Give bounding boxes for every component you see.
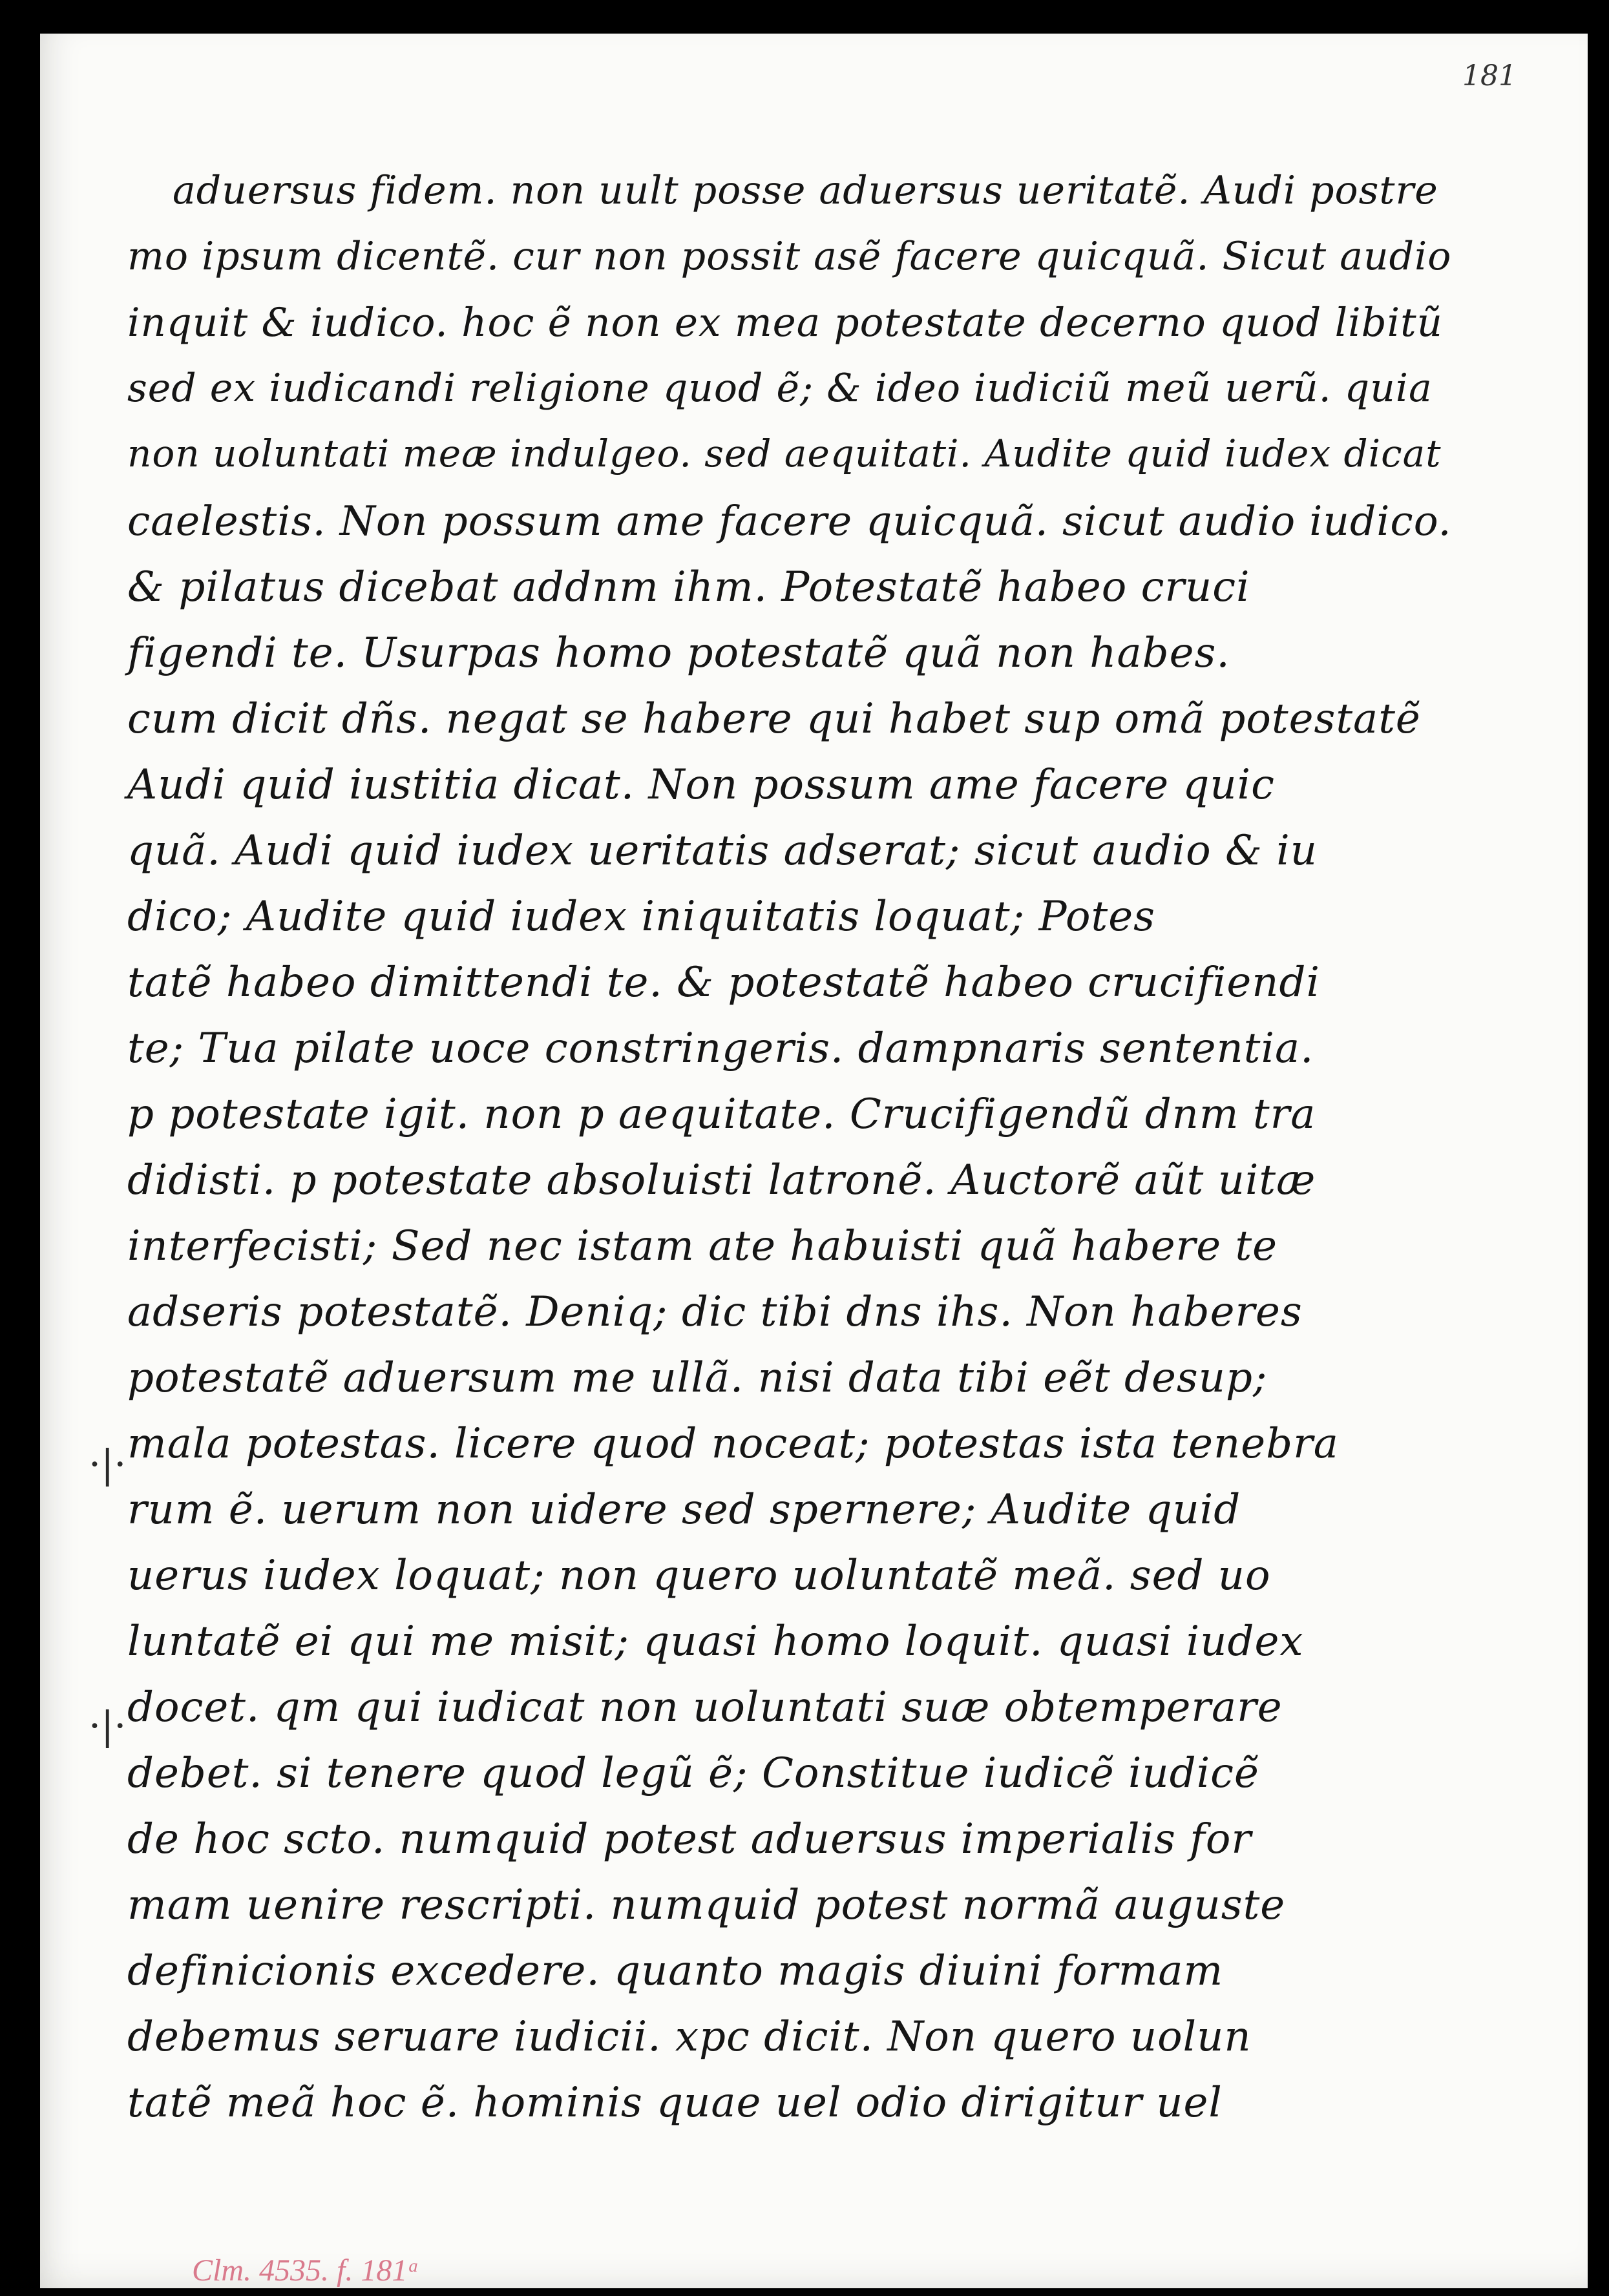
text-line: caelestis. Non possum ame facere quicquã. sicut audio iudico.: [127, 497, 1452, 545]
text-line: debet. si tenere quod legũ ẽ; Constitue iudicẽ iudicẽ: [127, 1749, 1259, 1797]
margin-mark: ·|·: [89, 1704, 127, 1749]
text-line: definicionis excedere. quanto magis diuini formam: [127, 1947, 1224, 1995]
text-line: mam uenire rescripti. numquid potest normã auguste: [127, 1881, 1286, 1929]
text-line: uerus iudex loquat; non quero uoluntatẽ meã. sed uo: [127, 1552, 1271, 1600]
text-line: mo ipsum dicentẽ. cur non possit asẽ facere quicquã. Sicut audio: [127, 234, 1452, 279]
manuscript-text: [127, 168, 1452, 2171]
text-line: non uoluntati meæ indulgeo. sed aequitati. Audite quid iudex dicat: [127, 432, 1442, 475]
text-line: de hoc scto. numquid potest aduersus imperialis for: [127, 1815, 1252, 1863]
text-line: adseris potestatẽ. Deniq; dic tibi dns ihs. Non haberes: [127, 1288, 1303, 1336]
text-line: tatẽ meã hoc ẽ. hominis quae uel odio dirigitur uel: [127, 2079, 1223, 2127]
shelfmark-stamp: Clm. 4535. f. 181ᵃ: [192, 2253, 420, 2288]
text-line: aduersus fidem. non uult posse aduersus ueritatẽ. Audi postre: [173, 168, 1438, 213]
text-line: inquit & iudico. hoc ẽ non ex mea potestate decerno quod libitũ: [127, 300, 1443, 346]
text-line: luntatẽ ei qui me misit; quasi homo loquit. quasi iudex: [127, 1618, 1304, 1665]
text-line: tatẽ habeo dimittendi te. & potestatẽ habeo crucifiendi: [127, 959, 1320, 1007]
text-line: interfecisti; Sed nec istam ate habuisti quã habere te: [127, 1222, 1278, 1270]
margin-mark: ·|·: [89, 1442, 127, 1487]
text-line: docet. qm qui iudicat non uoluntati suæ obtemperare: [127, 1684, 1283, 1731]
text-line: & pilatus dicebat addnm ihm. Potestatẽ habeo cruci: [127, 563, 1250, 611]
text-line: rum ẽ. uerum non uidere sed spernere; Audite quid: [127, 1486, 1241, 1534]
text-line: cum dicit dñs. negat se habere qui habet sup omã potestatẽ: [127, 695, 1421, 743]
text-line: didisti. p potestate absoluisti latronẽ. Auctorẽ aũt uitæ: [127, 1156, 1316, 1204]
text-line: debemus seruare iudicii. xpc dicit. Non quero uolun: [127, 2013, 1252, 2061]
text-line: te; Tua pilate uoce constringeris. dampnaris sententia.: [127, 1025, 1314, 1072]
manuscript-leaf: [40, 34, 1588, 2288]
text-line: figendi te. Usurpas homo potestatẽ quã non habes.: [127, 629, 1230, 677]
text-line: dico; Audite quid iudex iniquitatis loquat; Potes: [127, 893, 1155, 941]
text-line: potestatẽ aduersum me ullã. nisi data tibi eẽt desup;: [127, 1354, 1268, 1402]
text-line: sed ex iudicandi religione quod ẽ; & ideo iudiciũ meũ uerũ. quia: [127, 366, 1433, 411]
folio-number: 181: [1462, 59, 1517, 92]
text-line: p potestate igit. non p aequitate. Crucifigendũ dnm tra: [127, 1091, 1316, 1138]
text-line: mala potestas. licere quod noceat; potestas ista tenebra: [127, 1420, 1339, 1468]
text-line: Audi quid iustitia dicat. Non possum ame facere quic: [127, 761, 1275, 809]
text-line: quã. Audi quid iudex ueritatis adserat; sicut audio & iu: [127, 827, 1318, 875]
